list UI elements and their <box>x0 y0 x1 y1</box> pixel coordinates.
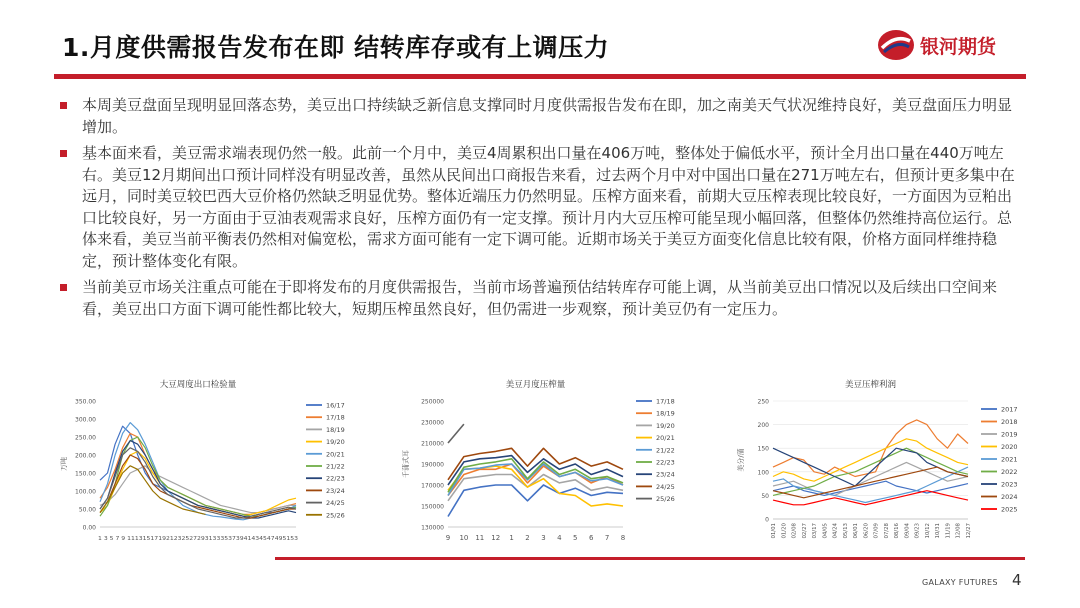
legend-label: 20/21 <box>326 450 345 459</box>
title-underline <box>54 74 1026 79</box>
legend-label: 2021 <box>1001 455 1018 464</box>
x-tick-label: 01/01 <box>771 523 777 539</box>
x-tick-label: 3 <box>541 534 546 542</box>
bullet-marker-icon <box>60 102 67 109</box>
bullet-list <box>58 95 1023 325</box>
bullet-item <box>58 95 1023 138</box>
y-axis-label: 千蒲式耳 <box>402 450 410 478</box>
legend-label: 25/26 <box>656 495 675 504</box>
x-tick-label: 6 <box>588 534 594 542</box>
legend-label: 24/25 <box>656 482 675 491</box>
bullet-text: 本周美豆盘面呈现明显回落态势，美豆出口持续缺乏新信息支撑同时月度供需报告发布在即，加之南美天气状况维持良好，美豆盘面压力明显增加。 <box>82 96 1013 136</box>
legend-label: 25/26 <box>326 511 345 520</box>
page-number: 4 <box>1012 571 1022 589</box>
legend-label: 24/25 <box>326 499 345 508</box>
x-tick-label: 5 <box>573 534 578 542</box>
x-tick-label: 03/17 <box>812 523 819 539</box>
legend-label: 2023 <box>1001 480 1018 489</box>
bullet-text: 基本面来看，美豆需求端表现仍然一般。此前一个月中，美豆4周累积出口量在406万吨，整体处于偏低水平，预计全月出口量在440万吨左右。美豆12月期间出口预计同样没有明显改善，虽然从民间出口商报告来看，过去两个月中对中国出口量在271万吨左右，但预计更多集中在远月，同时美豆较巴西大豆价格仍然缺乏明显优势。整体近端压力仍然明显。压榨方面来看，前期大豆压榨表现比较良好，一方面因为豆粕出口比较良好，另一方面由于豆油表观需求良好，压榨方面仍有一定支撑。预计月内大豆压榨可能呈现小幅回落，但整体仍然维持高位运行。总体来看，美豆当前平衡表仍然相对偏宽松，需求方面可能有一定下调可能。近期市场关于美豆方面变化信息比较有限，价格方面同样维持稳定，预计整体变化有限。 <box>82 144 1015 270</box>
legend-label: 2017 <box>1001 405 1018 414</box>
legend-label: 22/23 <box>656 458 675 467</box>
x-tick-label: 07/09 <box>873 523 880 539</box>
legend-label: 19/20 <box>656 421 675 430</box>
x-tick-label: 2 <box>525 534 530 542</box>
x-tick-label: 09/04 <box>904 523 911 539</box>
x-tick-label: 02/27 <box>801 523 808 539</box>
x-tick-label: 08/16 <box>894 523 901 539</box>
y-tick-label: 230000 <box>421 419 444 427</box>
legend-label: 23/24 <box>656 470 675 479</box>
legend-label: 21/22 <box>656 446 675 455</box>
legend-label: 17/18 <box>656 397 675 406</box>
y-tick-label: 150.00 <box>75 470 96 478</box>
y-tick-label: 150000 <box>421 503 444 511</box>
chart-title: 美豆压榨利润 <box>844 380 897 390</box>
x-tick-label: 05/13 <box>842 523 849 539</box>
y-tick-label: 0.00 <box>82 524 96 532</box>
x-tick-label: 09/23 <box>914 523 921 539</box>
series-line-22-23 <box>100 441 296 518</box>
chart-crush-margin <box>735 375 1025 547</box>
y-tick-label: 210000 <box>421 440 444 448</box>
y-tick-label: 250 <box>757 398 769 406</box>
chart-weekly-exports <box>58 375 348 547</box>
x-tick-label: 02/08 <box>791 523 798 539</box>
legend-label: 20/21 <box>656 434 675 443</box>
legend-label: 2020 <box>1001 443 1018 451</box>
x-tick-label: 07/28 <box>883 523 890 539</box>
series-line-16-17 <box>100 426 296 516</box>
legend-label: 16/17 <box>326 401 345 410</box>
y-tick-label: 100 <box>757 469 769 477</box>
y-tick-label: 150 <box>757 445 769 453</box>
legend-label: 17/18 <box>326 413 345 422</box>
y-axis-label: 万吨 <box>60 457 68 471</box>
x-tick-label: 11/19 <box>945 523 952 539</box>
legend-label: 2019 <box>1001 430 1018 439</box>
x-tick-label: 04/05 <box>822 523 829 539</box>
series-line-19-20 <box>100 451 296 516</box>
bullet-marker-icon <box>60 284 67 291</box>
footer-brand: GALAXY FUTURES <box>922 578 998 587</box>
x-tick-label: 01/20 <box>781 523 788 539</box>
legend-label: 18/19 <box>656 409 675 418</box>
x-tick-label: 10/31 <box>935 523 942 539</box>
galaxy-futures-logo <box>876 26 1036 66</box>
legend-label: 21/22 <box>326 462 345 471</box>
x-tick-label: 06/20 <box>863 523 870 539</box>
x-tick-labels: 1 3 5 7 9 11131517192123252729313335373941434547495153 <box>98 536 299 542</box>
x-tick-label: 4 <box>557 534 562 542</box>
series-line-21-22 <box>448 464 623 496</box>
galaxy-logo-icon <box>876 28 916 62</box>
chart-weekly-exports-svg <box>58 375 348 547</box>
y-tick-label: 350.00 <box>75 398 96 406</box>
bullet-text: 当前美豆市场关注重点可能在于即将发布的月度供需报告，当前市场普遍预估结转库存可能上调，从当前美豆出口情况以及后续出口空间来看，美豆出口方面下调可能性都比较大，短期压榨虽然良好，但仍需进一步观察，预计美豆仍有一定压力。 <box>82 278 998 318</box>
y-tick-label: 170000 <box>421 482 444 490</box>
legend-label: 18/19 <box>326 425 345 434</box>
x-tick-label: 1 <box>509 534 514 542</box>
x-tick-label: 04/24 <box>832 523 839 539</box>
x-tick-label: 8 <box>620 534 626 542</box>
bullet-marker-icon <box>60 150 67 157</box>
bullet-item <box>58 277 1023 320</box>
x-tick-label: 10/12 <box>924 523 931 539</box>
chart-title: 大豆周度出口检验量 <box>159 380 237 390</box>
chart-monthly-crush <box>400 375 700 547</box>
legend-label: 2024 <box>1001 493 1018 501</box>
legend-label: 22/23 <box>326 474 345 483</box>
chart-crush-margin-svg <box>735 375 1025 547</box>
footer-rule <box>275 557 1025 560</box>
y-axis-label: 美分/蒲 <box>737 448 745 472</box>
y-tick-label: 50.00 <box>78 506 96 514</box>
legend-label: 2025 <box>1001 505 1018 514</box>
x-tick-label: 10 <box>459 534 469 542</box>
y-tick-label: 0 <box>765 516 769 524</box>
y-tick-label: 250.00 <box>75 434 96 442</box>
x-tick-label: 06/01 <box>853 523 860 539</box>
slide-title: 1.月度供需报告发布在即 结转库存或有上调压力 <box>62 33 610 62</box>
y-tick-label: 200 <box>757 422 769 430</box>
bullet-item <box>58 143 1023 272</box>
logo-text: 银河期货 <box>920 36 997 58</box>
x-tick-label: 11 <box>475 534 485 542</box>
x-tick-label: 7 <box>604 534 610 542</box>
x-tick-label: 9 <box>445 534 451 542</box>
y-tick-label: 130000 <box>421 524 444 532</box>
legend-label: 23/24 <box>326 486 345 495</box>
legend-label: 19/20 <box>326 438 345 447</box>
chart-title: 美豆月度压榨量 <box>505 380 566 390</box>
y-tick-label: 190000 <box>421 461 444 469</box>
y-tick-label: 50 <box>761 492 769 500</box>
y-tick-label: 250000 <box>421 398 444 406</box>
x-tick-label: 12/27 <box>966 523 972 539</box>
x-tick-label: 12/08 <box>955 523 962 539</box>
x-tick-label: 12 <box>491 534 501 542</box>
chart-monthly-crush-svg <box>400 375 700 547</box>
y-tick-label: 200.00 <box>75 452 96 460</box>
series-line-25-26 <box>448 424 464 443</box>
y-tick-label: 300.00 <box>75 416 96 424</box>
legend-label: 2018 <box>1001 418 1018 426</box>
legend-label: 2022 <box>1001 468 1018 476</box>
y-tick-label: 100.00 <box>75 488 96 496</box>
